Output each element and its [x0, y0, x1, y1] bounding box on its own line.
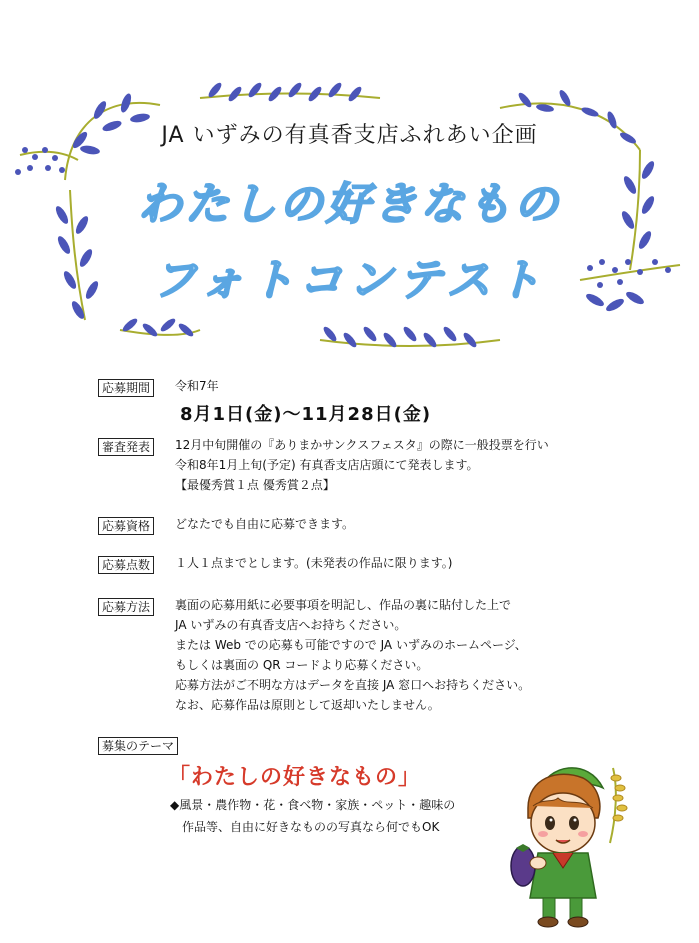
- title-line-2: フォトコンテスト: [152, 255, 547, 306]
- method-line-6: なお、応募作品は原則として返却いたしません。: [175, 698, 440, 712]
- method-line-1: 裏面の応募用紙に必要事項を明記し、作品の裏に貼付した上で: [175, 598, 512, 612]
- label-method: 応募方法: [98, 598, 154, 616]
- theme-line-2: 作品等、自由に好きなものの写真なら何でもOK: [170, 820, 440, 834]
- judging-line-2: 令和8年1月上旬(予定) 有真香支店店頭にて発表します。: [175, 458, 479, 472]
- period-year: 令和7年: [175, 379, 219, 393]
- judging-line-3: 【最優秀賞１点 優秀賞２点】: [175, 478, 335, 492]
- method-line-3: または Web での応募も可能ですので JA いずみのホームページ、: [175, 638, 527, 652]
- label-eligibility: 応募資格: [98, 517, 154, 535]
- entries-text: １人１点までとします。(未発表の作品に限ります。): [175, 556, 453, 570]
- label-entries: 応募点数: [98, 556, 154, 574]
- event-subtitle: JA いずみの有真香支店ふれあい企画: [161, 123, 538, 148]
- method-line-4: もしくは裏面の QR コードより応募ください。: [175, 658, 429, 672]
- label-judging: 審査発表: [98, 438, 154, 456]
- title-line-1: わたしの好きなもの: [138, 179, 561, 230]
- eligibility-text: どなたでも自由に応募できます。: [175, 517, 355, 531]
- period-dates: 8月1日(金)～11月28日(金): [180, 404, 432, 425]
- method-line-5: 応募方法がご不明な方はデータを直接 JA 窓口へお持ちください。: [175, 678, 531, 692]
- mascot-illustration: [498, 748, 648, 928]
- method-line-2: JA いずみの有真香支店へお持ちください。: [175, 618, 407, 632]
- theme-title: 「わたしの好きなもの」: [168, 765, 422, 790]
- judging-line-1: 12月中旬開催の『ありまかサンクスフェスタ』の際に一般投票を行い: [175, 438, 549, 452]
- label-theme: 募集のテーマ: [98, 737, 178, 755]
- label-period: 応募期間: [98, 379, 154, 397]
- theme-line-1: ◆風景・農作物・花・食べ物・家族・ペット・趣味の: [170, 798, 456, 812]
